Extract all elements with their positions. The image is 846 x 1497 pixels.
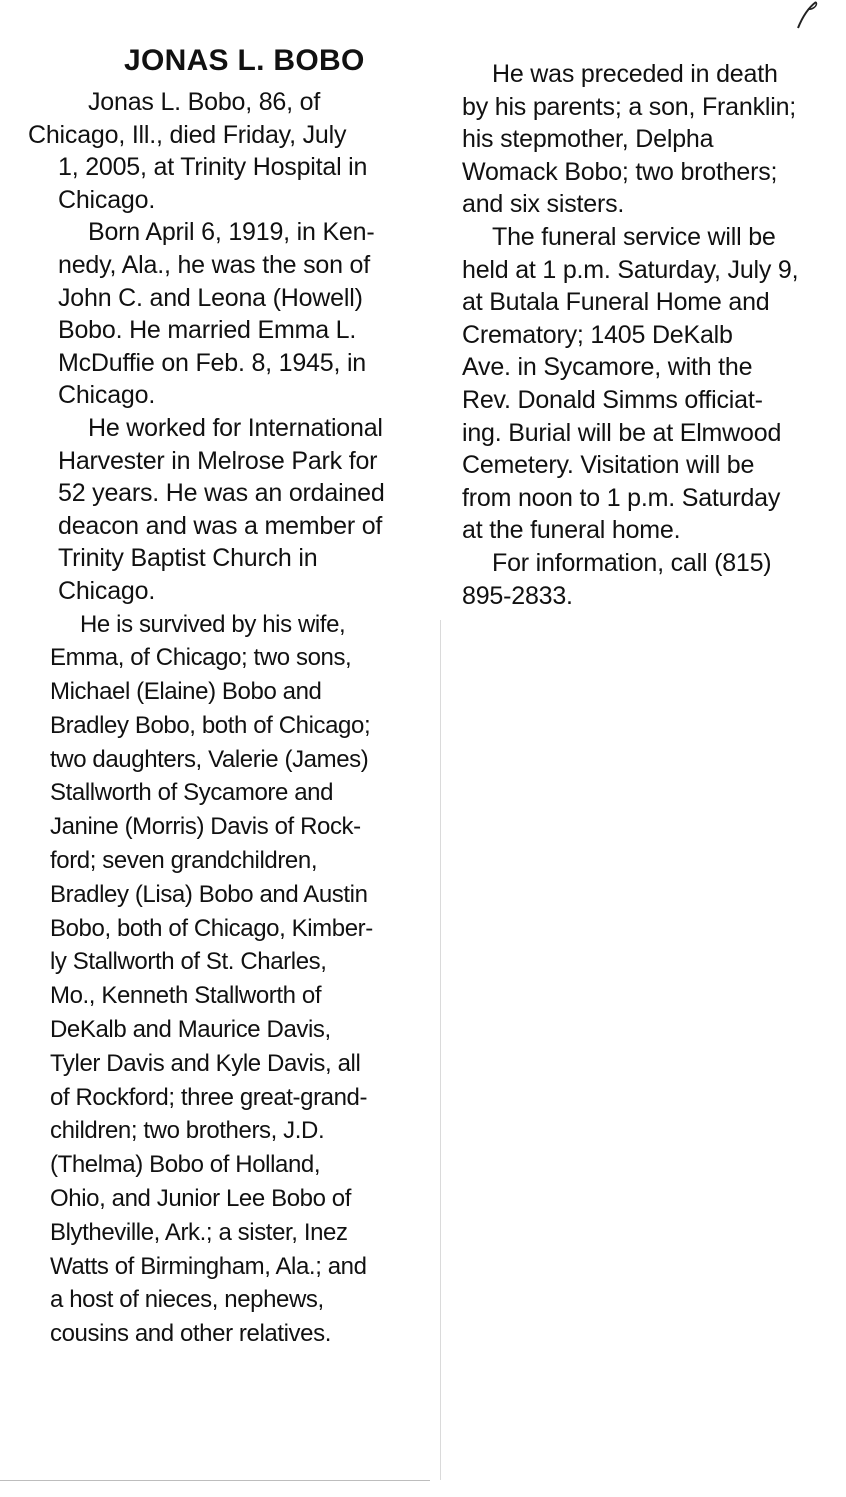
text-line: ly Stallworth of St. Charles,	[50, 948, 327, 976]
text-line: Emma, of Chicago; two sons,	[50, 644, 352, 672]
text-line: from noon to 1 p.m. Saturday	[462, 483, 781, 512]
text-line: John C. and Leona (Howell)	[58, 283, 363, 312]
text-line: He is survived by his wife,	[80, 610, 346, 638]
text-line: Bradley Bobo, both of Chicago;	[50, 711, 371, 739]
text-line: Mo., Kenneth Stallworth of	[50, 982, 322, 1010]
text-line: held at 1 p.m. Saturday, July 9,	[462, 255, 799, 284]
text-line: Cemetery. Visitation will be	[462, 451, 755, 480]
text-line: Tyler Davis and Kyle Davis, all	[50, 1049, 361, 1077]
text-line: Harvester in Melrose Park for	[58, 446, 378, 475]
text-line: McDuffie on Feb. 8, 1945, in	[58, 348, 367, 377]
text-line: his stepmother, Delpha	[462, 125, 714, 154]
left-column	[28, 86, 438, 1351]
text-line: Jonas L. Bobo, 86, of	[88, 88, 321, 116]
text-line: He was preceded in death	[492, 60, 778, 88]
text-line: ing. Burial will be at Elmwood	[462, 418, 782, 447]
text-line: Ave. in Sycamore, with the	[462, 353, 753, 382]
text-line: The funeral service will be	[492, 222, 776, 251]
text-line: by his parents; a son, Franklin;	[462, 92, 797, 121]
text-line: Chicago.	[58, 381, 156, 410]
text-line: DeKalb and Maurice Davis,	[50, 1016, 331, 1044]
text-line: two daughters, Valerie (James)	[50, 745, 369, 773]
bottom-edge-line	[0, 1480, 430, 1481]
text-line: Janine (Morris) Davis of Rock-	[50, 813, 361, 841]
paragraph-death-notice	[28, 86, 438, 216]
text-line: 895-2833.	[462, 581, 573, 610]
text-line: a host of nieces, nephews,	[50, 1286, 324, 1314]
text-line: He worked for International	[88, 413, 383, 442]
text-line: Bobo. He married Emma L.	[58, 316, 357, 345]
text-line: Bradley (Lisa) Bobo and Austin	[50, 880, 368, 908]
paragraph-funeral-service	[462, 221, 842, 547]
obituary-title: JONAS L. BOBO	[124, 44, 365, 77]
text-line: Crematory; 1405 DeKalb	[462, 320, 733, 349]
text-line: For information, call (815)	[492, 548, 772, 577]
text-line: Womack Bobo; two brothers;	[462, 157, 778, 186]
paragraph-information	[462, 547, 842, 612]
text-line: Watts of Birmingham, Ala.; and	[50, 1252, 367, 1280]
pen-mark	[788, 0, 828, 30]
text-line: deacon and was a member of	[58, 511, 383, 540]
text-line: Chicago.	[58, 576, 156, 605]
text-line: Stallworth of Sycamore and	[50, 779, 334, 807]
text-line: Bobo, both of Chicago, Kimber-	[50, 914, 373, 942]
paragraph-career	[58, 412, 438, 608]
text-line: Blytheville, Ark.; a sister, Inez	[50, 1218, 348, 1246]
text-line: Born April 6, 1919, in Ken-	[88, 218, 375, 247]
text-line: Trinity Baptist Church in	[58, 544, 318, 573]
paragraph-preceded	[462, 58, 842, 221]
text-line: children; two brothers, J.D.	[50, 1117, 325, 1145]
text-line: 52 years. He was an ordained	[58, 479, 385, 508]
text-line: Ohio, and Junior Lee Bobo of	[50, 1185, 352, 1213]
paragraph-birth-marriage	[58, 216, 438, 412]
text-line: of Rockford; three great-grand-	[50, 1083, 368, 1111]
text-line: Chicago, Ill., died Friday, July	[28, 120, 347, 149]
text-line: cousins and other relatives.	[50, 1320, 331, 1348]
text-line: Rev. Donald Simms officiat-	[462, 385, 763, 414]
column-fold-shadow	[440, 620, 441, 1480]
text-line: at Butala Funeral Home and	[462, 288, 770, 317]
paragraph-survivors	[50, 608, 438, 1352]
text-line: (Thelma) Bobo of Holland,	[50, 1151, 321, 1179]
text-line: nedy, Ala., he was the son of	[58, 250, 370, 279]
text-line: 1, 2005, at Trinity Hospital in	[58, 153, 368, 182]
text-line: ford; seven grandchildren,	[50, 847, 318, 875]
text-line: at the funeral home.	[462, 516, 681, 545]
text-line: and six sisters.	[462, 190, 625, 219]
text-line: Chicago.	[58, 185, 156, 214]
right-column	[462, 58, 842, 612]
text-line: Michael (Elaine) Bobo and	[50, 678, 322, 706]
